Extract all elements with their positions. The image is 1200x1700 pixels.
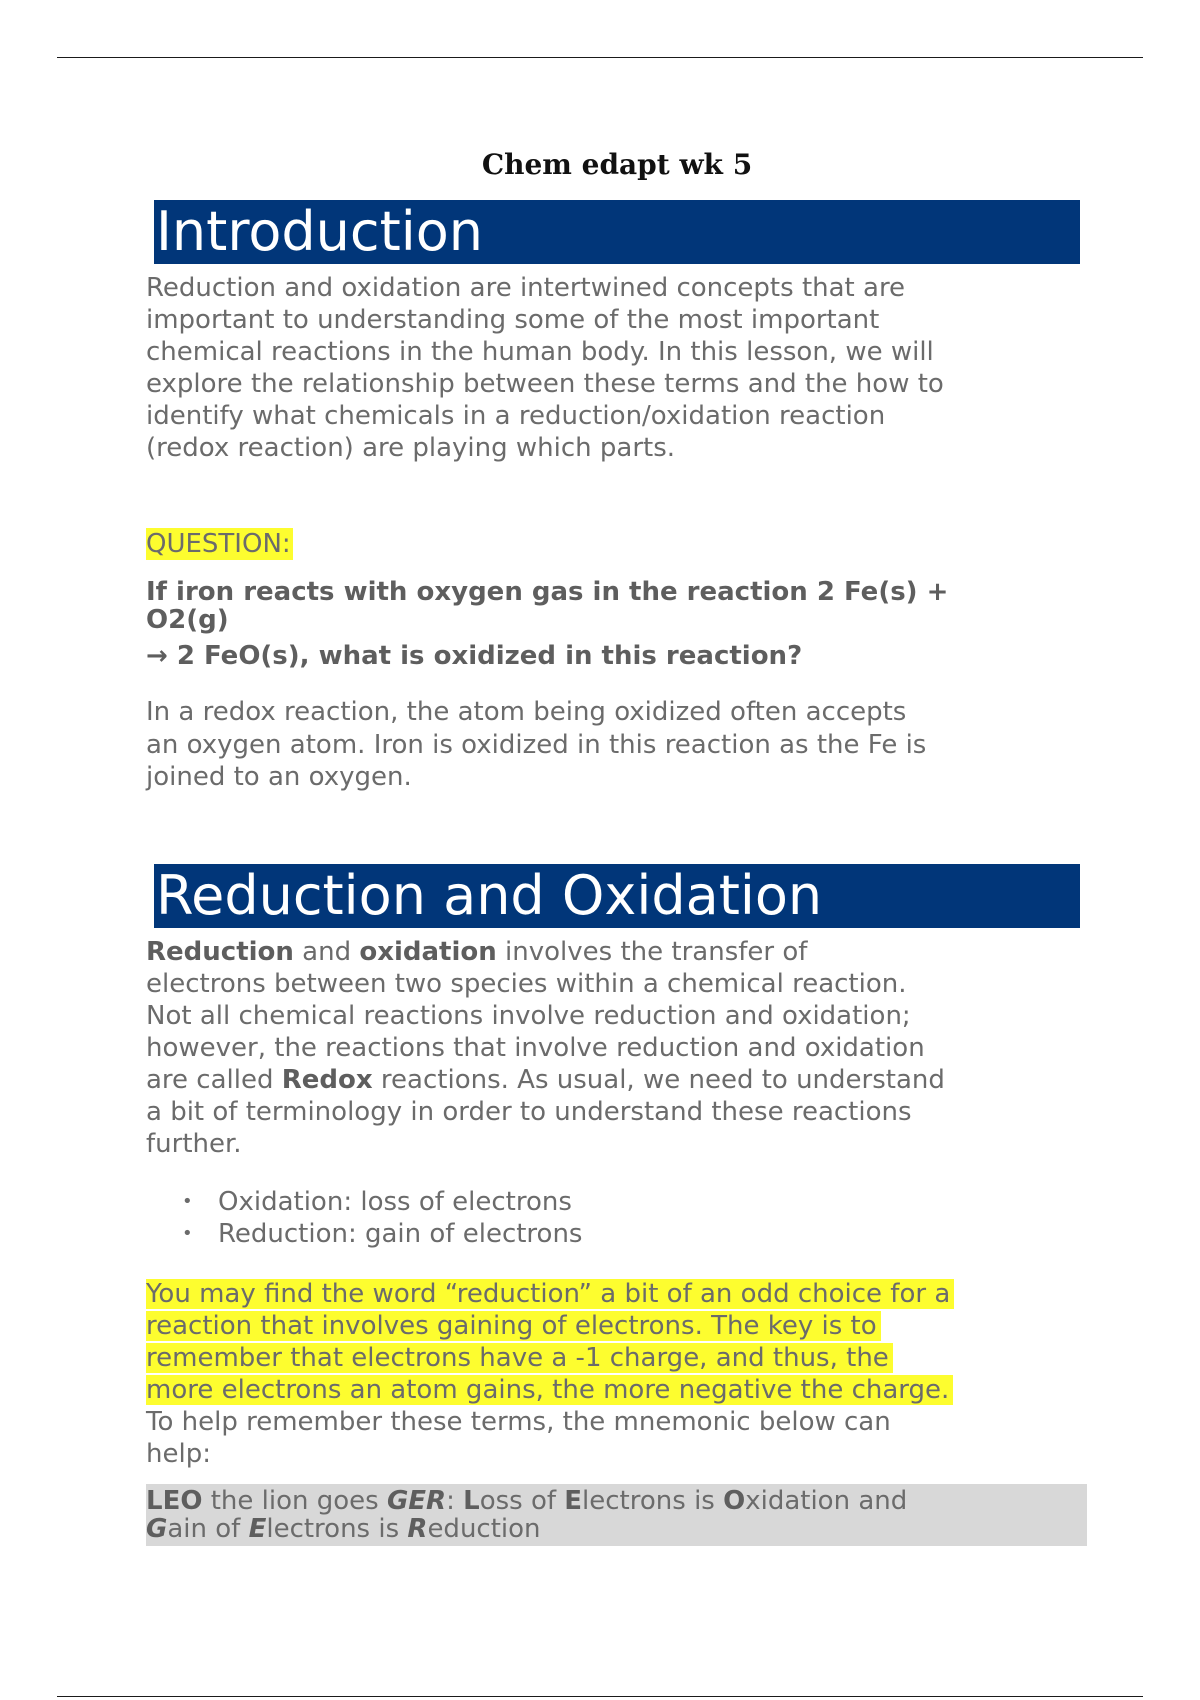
reduction-oxidation-heading: Reduction and Oxidation [154,864,1080,928]
mnemonic-letter: R [407,1514,428,1544]
mnemonic-letter: E [564,1486,583,1516]
text-line: explore the relationship between these terms and the how to [146,369,944,399]
text-line: chemical reactions in the human body. In this lesson, we will [146,337,934,367]
text-line: help: [146,1439,211,1469]
question-label: QUESTION: [146,529,291,559]
text-line [146,1342,954,1374]
definition-list [182,1186,582,1250]
mnemonic-ger: GER [386,1486,447,1516]
bullet-icon: • [182,1223,193,1244]
highlight: reaction that involves gaining of electrons. The key is to [146,1311,881,1341]
text-fragment: the lion goes [202,1486,387,1516]
mnemonic-letter: G [146,1514,168,1544]
help-paragraph [146,1406,891,1470]
answer-paragraph [146,696,926,794]
text-fragment: lectrons is [266,1514,408,1544]
list-item [182,1218,582,1250]
list-item-text: Oxidation: loss of electrons [218,1187,572,1217]
mnemonic-letter: E [248,1514,267,1544]
text-fragment: lectrons is [582,1486,724,1516]
text-line [146,1064,945,1096]
highlight: You may find the word “reduction” a bit of an odd choice for a [146,1279,954,1309]
top-rule [57,57,1143,58]
text-line: further. [146,1129,242,1159]
introduction-heading: Introduction [154,200,1080,264]
text-line: To help remember these terms, the mnemonic below can [146,1407,891,1437]
highlight: remember that electrons have a -1 charge, and thus, the [146,1343,893,1373]
mnemonic-line [146,1487,1087,1515]
text-line: If iron reacts with oxygen gas in the reaction 2 Fe(s) + [146,577,949,607]
text-fragment: ain of [167,1514,249,1544]
text-line: a bit of terminology in order to understand these reactions [146,1097,912,1127]
mnemonic-letter: L [463,1486,480,1516]
mnemonic-letter: O [723,1486,746,1516]
term-oxidation: oxidation [359,937,497,967]
text-line: identify what chemicals in a reduction/oxidation reaction [146,401,886,431]
text-line: an oxygen atom. Iron is oxidized in this reaction as the Fe is [146,729,927,760]
text-fragment: oss of [479,1486,565,1516]
text-fragment: xidation and [745,1486,908,1516]
text-fragment: reactions. As usual, we need to understand [372,1065,945,1095]
text-line: (redox reaction) are playing which parts. [146,433,676,463]
text-fragment: are called [146,1065,282,1095]
highlight: more electrons an atom gains, the more negative the charge. [146,1375,953,1405]
bottom-rule [57,1696,1143,1697]
text-fragment: : [446,1486,464,1516]
document-title: Chem edapt wk 5 [481,148,753,181]
list-item [182,1186,582,1218]
list-item-text: Reduction: gain of electrons [218,1219,583,1249]
term-reduction: Reduction [146,937,294,967]
text-fragment: and [293,937,360,967]
text-line: joined to an oxygen. [146,762,412,792]
text-line: → 2 FeO(s), what is oxidized in this reaction? [146,641,803,671]
text-line: electrons between two species within a chemical reaction. [146,969,907,999]
text-line [146,936,945,968]
text-fragment: eduction [427,1514,541,1544]
term-redox: Redox [281,1065,373,1095]
text-line: however, the reactions that involve reduction and oxidation [146,1033,925,1063]
introduction-paragraph [146,272,944,464]
mnemonic-box [146,1484,1087,1546]
question-text [146,578,948,670]
text-line: important to understanding some of the most important [146,305,880,335]
text-line [146,1278,954,1310]
bullet-icon: • [182,1191,193,1212]
text-line: O2(g) [146,605,229,635]
redox-paragraph [146,936,945,1160]
mnemonic-leo: LEO [146,1486,203,1516]
text-fragment: involves the transfer of [496,937,808,967]
text-line: Reduction and oxidation are intertwined concepts that are [146,273,906,303]
text-line: Not all chemical reactions involve reduction and oxidation; [146,1001,911,1031]
text-line [146,1310,954,1342]
highlighted-paragraph [146,1278,954,1406]
text-line [146,1374,954,1406]
mnemonic-line [146,1515,1087,1543]
text-line: In a redox reaction, the atom being oxidized often accepts [146,697,907,727]
